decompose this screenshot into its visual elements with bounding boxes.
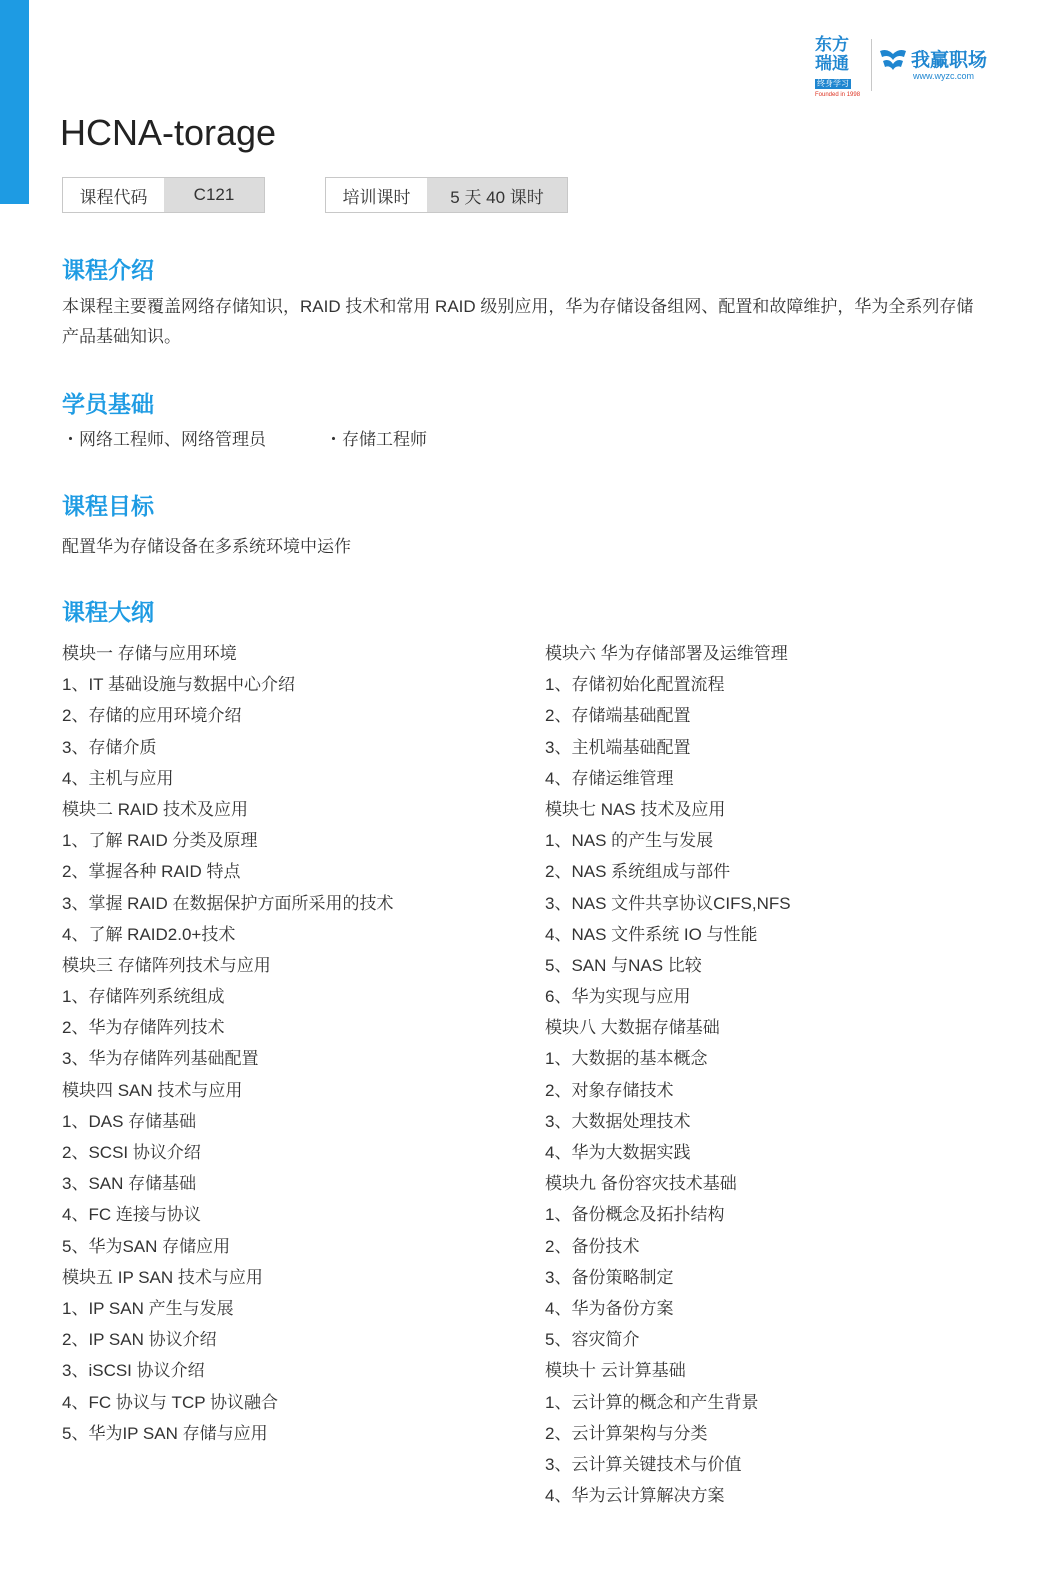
outline-item: 5、容灾简介 — [545, 1330, 640, 1350]
outline-item: 2、掌握各种 RAID 特点 — [62, 862, 241, 882]
outline-item: 4、华为备份方案 — [545, 1298, 674, 1318]
outline-item: 1、云计算的概念和产生背景 — [545, 1392, 759, 1412]
outline-item: 模块八 大数据存储基础 — [545, 1018, 720, 1038]
outline-item: 3、NAS 文件共享协议CIFS,NFS — [545, 893, 791, 913]
outline-item: 1、存储初始化配置流程 — [545, 675, 725, 695]
logo-founded: Founded in 1998 — [815, 92, 861, 98]
goal-heading: 课程目标 — [62, 493, 154, 519]
logo-divider — [871, 39, 872, 91]
course-code-label: 课程代码 — [63, 178, 164, 212]
outline-item: 模块六 华为存储部署及运维管理 — [545, 644, 788, 663]
outline-item: 1、备份概念及拓扑结构 — [545, 1205, 725, 1225]
outline-item: 4、华为云计算解决方案 — [545, 1486, 725, 1506]
course-duration-box — [325, 177, 568, 213]
outline-item: 模块十 云计算基础 — [545, 1361, 686, 1381]
outline-item: 模块四 SAN 技术与应用 — [62, 1080, 243, 1100]
intro-text: 本课程主要覆盖网络存储知识，RAID 技术和常用 RAID 级别应用，华为存储设备组网、配置和故障维护，华为全系列存储产品基础知识。 — [62, 297, 974, 346]
course-duration-label: 培训课时 — [326, 178, 427, 212]
outline-item: 1、DAS 存储基础 — [62, 1111, 197, 1131]
outline-right-column — [545, 638, 1005, 1511]
outline-item: 1、NAS 的产生与发展 — [545, 831, 714, 851]
course-title: HCNA-torage — [60, 112, 277, 153]
audience-item: ・存储工程师 — [325, 430, 427, 449]
outline-item: 4、存储运维管理 — [545, 768, 674, 788]
outline-item: 2、华为存储阵列技术 — [62, 1018, 225, 1038]
outline-item: 模块一 存储与应用环境 — [62, 644, 237, 663]
outline-item: 模块七 NAS 技术及应用 — [545, 799, 726, 819]
outline-item: 4、主机与应用 — [62, 768, 174, 788]
outline-item: 1、了解 RAID 分类及原理 — [62, 831, 258, 851]
outline-item: 3、华为存储阵列基础配置 — [62, 1049, 259, 1069]
wyzc-mark-icon — [877, 45, 909, 77]
outline-item: 2、备份技术 — [545, 1236, 640, 1256]
outline-item: 2、NAS 系统组成与部件 — [545, 862, 731, 882]
outline-item: 模块九 备份容灾技术基础 — [545, 1174, 737, 1194]
outline-item: 5、SAN 与NAS 比较 — [545, 955, 702, 975]
outline-item: 3、备份策略制定 — [545, 1267, 674, 1287]
course-code-value: C121 — [164, 178, 264, 212]
course-duration-value: 5 天 40 课时 — [427, 178, 567, 212]
logo-line-2: 瑞通 — [815, 54, 849, 73]
outline-item: 模块五 IP SAN 技术与应用 — [62, 1267, 263, 1287]
outline-item: 2、存储的应用环境介绍 — [62, 706, 242, 726]
outline-item: 2、存储端基础配置 — [545, 706, 691, 726]
eastern-ruitong-logo — [815, 35, 867, 99]
goal-text: 配置华为存储设备在多系统环境中运作 — [62, 537, 351, 556]
outline-item: 2、对象存储技术 — [545, 1080, 674, 1100]
outline-item: 1、大数据的基本概念 — [545, 1049, 708, 1069]
outline-item: 模块三 存储阵列技术与应用 — [62, 955, 271, 975]
wyzc-url: www.wyzc.com — [913, 71, 975, 81]
outline-item: 6、华为实现与应用 — [545, 987, 691, 1007]
brand-logos — [815, 35, 995, 99]
outline-item: 5、华为SAN 存储应用 — [62, 1236, 231, 1256]
outline-item: 3、SAN 存储基础 — [62, 1174, 197, 1194]
wyzc-title: 我赢职场 — [911, 50, 988, 71]
outline-item: 4、FC 协议与 TCP 协议融合 — [62, 1392, 278, 1412]
side-accent-bar — [0, 0, 29, 204]
outline-item: 4、NAS 文件系统 IO 与性能 — [545, 924, 758, 944]
outline-item: 3、云计算关键技术与价值 — [545, 1454, 742, 1474]
wyzc-logo — [877, 43, 995, 91]
audience-heading: 学员基础 — [62, 391, 154, 417]
outline-left-column — [62, 638, 522, 1449]
outline-item: 2、SCSI 协议介绍 — [62, 1143, 201, 1162]
outline-item: 4、华为大数据实践 — [545, 1143, 691, 1162]
outline-item: 4、了解 RAID2.0+技术 — [62, 924, 236, 944]
outline-item: 2、IP SAN 协议介绍 — [62, 1330, 217, 1350]
logo-line-1: 东方 — [815, 35, 849, 54]
outline-item: 1、IP SAN 产生与发展 — [62, 1298, 234, 1318]
course-code-box — [62, 177, 265, 213]
intro-heading: 课程介绍 — [62, 257, 154, 283]
outline-item: 5、华为IP SAN 存储与应用 — [62, 1423, 268, 1443]
outline-item: 1、存储阵列系统组成 — [62, 987, 225, 1007]
outline-item: 4、FC 连接与协议 — [62, 1205, 201, 1225]
outline-item: 3、iSCSI 协议介绍 — [62, 1361, 205, 1381]
outline-item: 1、IT 基础设施与数据中心介绍 — [62, 675, 295, 695]
audience-item: ・网络工程师、网络管理员 — [62, 430, 266, 449]
outline-item: 3、大数据处理技术 — [545, 1111, 691, 1131]
outline-item: 2、云计算架构与分类 — [545, 1423, 708, 1443]
outline-item: 3、存储介质 — [62, 737, 157, 757]
logo-tag: 终身学习 — [817, 79, 849, 88]
outline-item: 3、掌握 RAID 在数据保护方面所采用的技术 — [62, 893, 394, 913]
outline-heading: 课程大纲 — [62, 599, 154, 625]
outline-item: 3、主机端基础配置 — [545, 737, 691, 757]
outline-item: 模块二 RAID 技术及应用 — [62, 799, 249, 819]
